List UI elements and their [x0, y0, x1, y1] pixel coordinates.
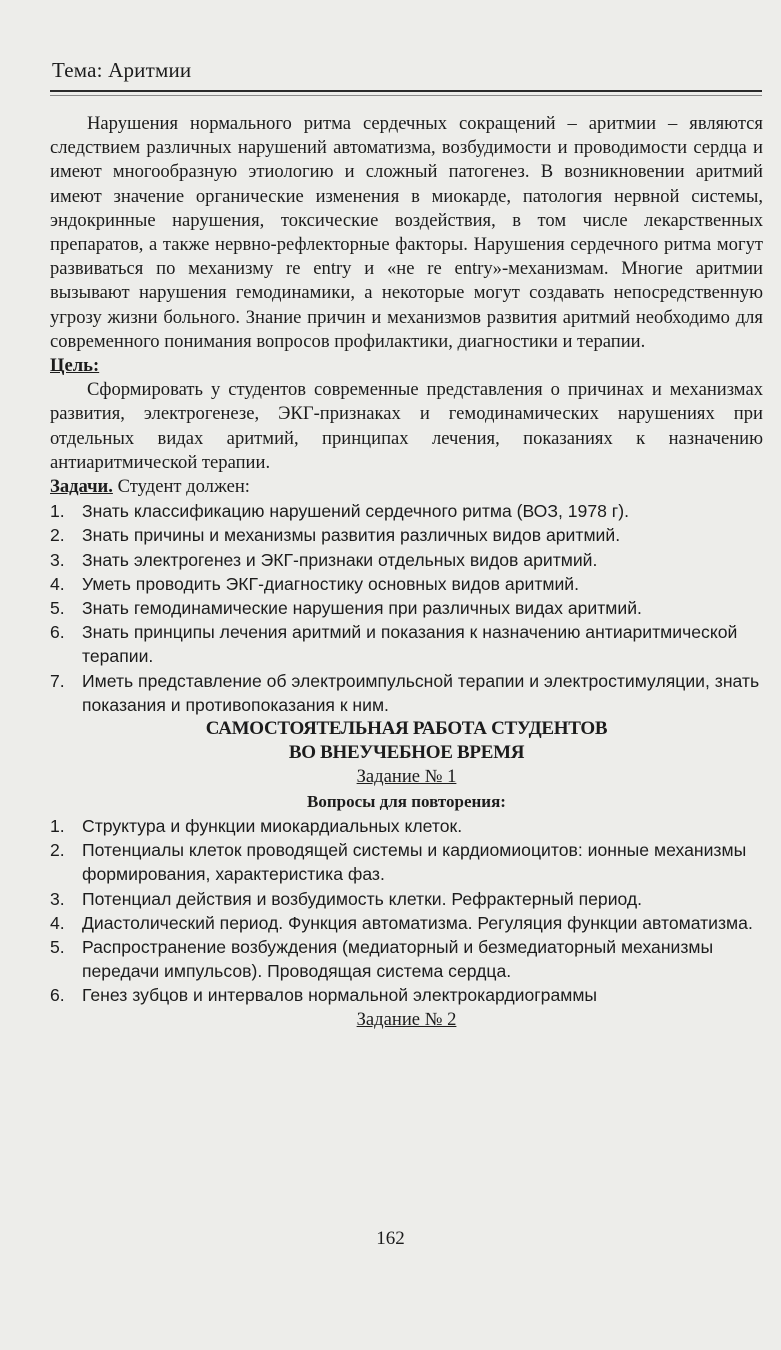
item-number: 3.: [50, 888, 65, 909]
tasks-lead: Студент должен:: [112, 476, 250, 498]
item-number: 5.: [50, 936, 65, 957]
tasks-heading-line: [50, 475, 763, 499]
item-number: 1.: [50, 501, 65, 522]
item-text: Диастолический период. Функция автоматизма. Регуляция функции автоматизма.: [82, 912, 753, 933]
goal-paragraph: Сформировать у студентов современные представления о причинах и механизмах развития, электрогенезе, ЭКГ-признаках и гемодинамических нарушениях при отдельных видах аритмий, принципах лечения, показаниях к назначению антиаритмической терапии.: [50, 379, 763, 473]
list-item: [50, 838, 763, 886]
item-text: Иметь представление об электроимпульсной терапии и электростимуляции, знать показания и противопоказания к ним.: [82, 670, 760, 715]
list-item: [50, 935, 763, 983]
item-number: 1.: [50, 815, 65, 836]
item-text: Генез зубцов и интервалов нормальной электрокардиограммы: [82, 985, 598, 1006]
item-number: 3.: [50, 549, 65, 570]
running-header-title: Тема: Аритмии: [52, 58, 192, 82]
page-number: 162: [376, 1228, 405, 1249]
item-text: Знать классификацию нарушений сердечного ритма (ВОЗ, 1978 г).: [82, 501, 629, 522]
list-item: [50, 572, 763, 596]
item-text: Знать гемодинамические нарушения при различных видах аритмий.: [82, 598, 642, 619]
item-text: Уметь проводить ЭКГ-диагностику основных видов аритмий.: [82, 573, 580, 594]
item-number: 7.: [50, 670, 65, 691]
list-item: [50, 499, 763, 523]
page-content: [50, 112, 763, 1032]
list-item: [50, 814, 763, 838]
list-item: [50, 548, 763, 572]
tasks-list: [50, 499, 763, 717]
item-text: Знать причины и механизмы развития различных видов аритмий.: [82, 525, 621, 546]
questions-heading: Вопросы для повторения:: [307, 791, 506, 811]
item-text: Структура и функции миокардиальных клеток.: [82, 815, 463, 836]
item-text: Потенциалы клеток проводящей системы и кардиомиоцитов: ионные механизмы формирования, характеристика фаз.: [82, 840, 747, 885]
item-number: 2.: [50, 840, 65, 861]
list-item: [50, 596, 763, 620]
goal-heading: Цель:: [50, 355, 100, 377]
list-item: [50, 887, 763, 911]
item-number: 6.: [50, 622, 65, 643]
item-number: 4.: [50, 573, 65, 594]
section-title-line2: ВО ВНЕУЧЕБНОЕ ВРЕМЯ: [288, 742, 525, 764]
list-item: [50, 669, 763, 717]
item-text: Потенциал действия и возбудимость клетки. Рефрактерный период.: [82, 888, 643, 909]
list-item: [50, 911, 763, 935]
questions-list: [50, 814, 763, 1008]
item-text: Знать электрогенез и ЭКГ-признаки отдельных видов аритмий.: [82, 549, 598, 570]
list-item: [50, 620, 763, 668]
list-item: [50, 523, 763, 547]
list-item: [50, 983, 763, 1007]
header-rule-thin: [50, 95, 762, 96]
goal-heading-line: [50, 354, 763, 378]
item-number: 4.: [50, 912, 65, 933]
tasks-heading: Задачи.: [50, 476, 113, 498]
item-number: 2.: [50, 525, 65, 546]
section-title-line1: САМОСТОЯТЕЛЬНАЯ РАБОТА СТУДЕНТОВ: [205, 718, 608, 740]
item-text: Распространение возбуждения (медиаторный и безмедиаторный механизмы передачи импульсов). Проводящая система сердца.: [82, 936, 714, 982]
item-number: 6.: [50, 985, 65, 1006]
item-text: Знать принципы лечения аритмий и показания к назначению антиаритмической терапии.: [82, 622, 738, 667]
item-number: 5.: [50, 598, 65, 619]
task2-heading: Задание № 2: [356, 1008, 457, 1030]
header-rule: [50, 90, 762, 92]
intro-paragraph: Нарушения нормального ритма сердечных сокращений – аритмии – являются следствием различных нарушений автоматизма, возбудимости и проводимости сердца и имеют многообразную этиологию и сложный патогенез. В возникновении аритмий имеют значение органические изменения в миокарде, патология нервной системы, эндокринные нарушения, токсические воздействия, в том числе лекарственных препаратов, а также нервно-рефлекторные факторы. Нарушения сердечного ритма могут развиваться по механизму re entry и «не re entry»-механизмам. Многие аритмии вызывают нарушения гемодинамики, а некоторые могут создавать непосредственную угрозу жизни больного. Знание причин и механизмов развития аритмий необходимо для современного понимания вопросов профилактики, диагностики и терапии.: [50, 113, 763, 352]
task1-heading: Задание № 1: [356, 766, 457, 788]
